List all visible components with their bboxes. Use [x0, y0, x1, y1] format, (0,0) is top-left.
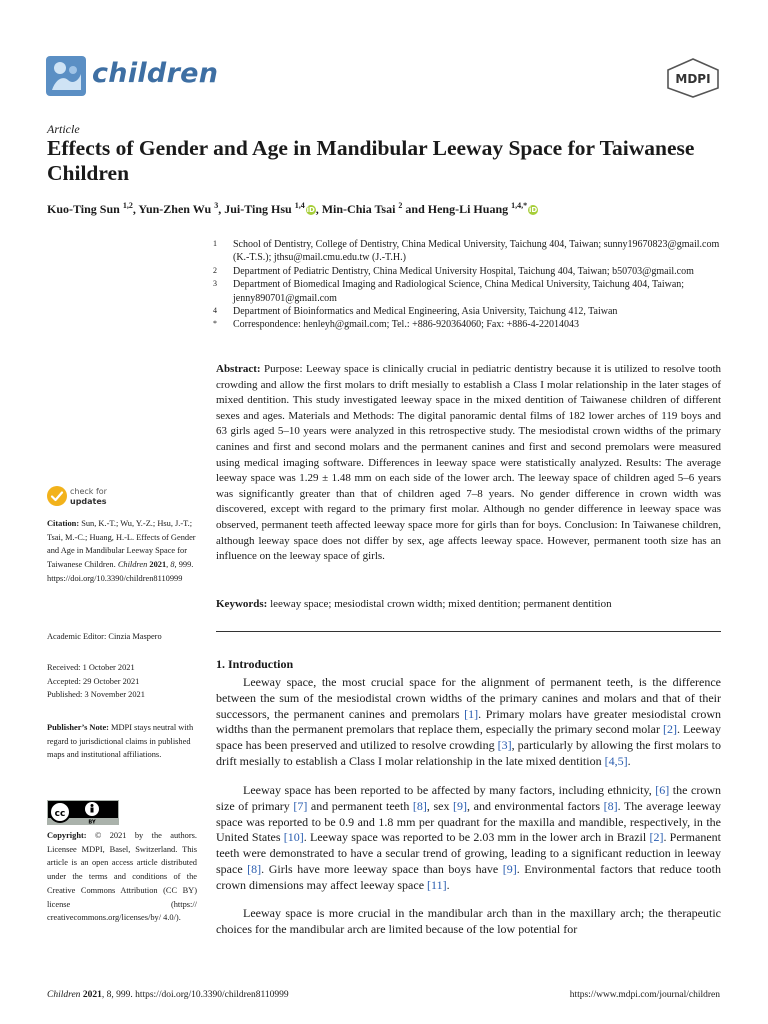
affiliation-number: 3: [213, 279, 217, 289]
check-updates-line2: updates: [70, 496, 107, 506]
affiliation-text: Department of Pediatric Dentistry, China Medical University Hospital, Taichung 404, Taiwan; b50703@gmail.com: [233, 265, 694, 277]
author-affiliation-marker: 1,4,*: [511, 201, 528, 210]
keywords-text: leeway space; mesiodistal crown width; mixed dentition; permanent dentition: [270, 598, 612, 610]
paragraph-text: Leeway space has been reported to be affected by many factors, including ethnicity,: [243, 783, 656, 797]
affiliation-item: [213, 318, 723, 331]
children-journal-logo-icon: [46, 56, 86, 96]
author-name: Heng-Li Huang: [427, 202, 509, 216]
author-name: Min-Chia Tsai: [321, 202, 396, 216]
publication-dates: [47, 661, 197, 702]
affiliation-item: [213, 265, 723, 278]
citation-text: Sun, K.-T.; Wu, Y.-Z.; Hsu, J.-T.; Tsai, M.-C.; Huang, H.-L. Effects of Gender and Age in Mandibular Leeway Space for Taiwanese Children.: [47, 519, 196, 570]
affiliation-text: Correspondence: henleyh@gmail.com; Tel.: +886-920364060; Fax: +886-4-22014043: [233, 319, 579, 331]
body-paragraph-1: [216, 675, 721, 770]
section-heading: 1. Introduction: [216, 657, 294, 671]
affiliation-item: [213, 238, 723, 265]
paragraph-text: . The average leeway space was reported to be 0.9 and 1.8 mm per quadrant for the maxilla and mandible, respectively, in the United States: [216, 798, 722, 845]
citation-journal: Children: [117, 560, 148, 570]
citation-label: Citation:: [47, 519, 80, 528]
check-updates-line1: check for: [70, 487, 107, 496]
author-name: Yun-Zhen Wu: [138, 202, 212, 216]
author-separator: ,: [132, 202, 139, 216]
mdpi-logo-icon[interactable]: [666, 58, 720, 98]
paragraph-text: . Permanent teeth were demonstrated to have a secular trend of growing, leading to a significant reduction in leeway space: [216, 830, 721, 876]
affiliation-item: [213, 305, 723, 318]
reference-link[interactable]: [10]: [283, 830, 304, 845]
paragraph-text: .: [446, 877, 450, 892]
paragraph-text: . Leeway space has been preserved and utilized to resolve crowding: [216, 722, 721, 753]
checkmark-icon: [47, 486, 67, 506]
paragraph-text: .: [627, 753, 631, 768]
publisher-note-label: Publisher’s Note:: [47, 723, 109, 732]
paragraph-text: . Leeway space was reported to be 2.03 mm in the lower arch in Brazil: [303, 830, 650, 845]
citation-pages: , 999.: [174, 560, 194, 570]
academic-editor: Academic Editor: Cinzia Maspero: [47, 632, 162, 641]
affiliation-number: 1: [213, 239, 217, 248]
citation-doi-link[interactable]: https://doi.org/10.3390/children8110999: [47, 573, 183, 583]
paragraph-text: , and environmental factors: [467, 798, 604, 813]
citation-volume: 8: [170, 560, 175, 570]
affiliation-item: [213, 278, 723, 305]
reference-link[interactable]: [1]: [464, 706, 479, 721]
reference-link[interactable]: [7]: [293, 798, 308, 813]
copyright-text: © 2021 by the authors. Licensee MDPI, Basel, Switzerland. This article is an open access article distributed under the terms and conditions of the Creative Commons Attribution (CC BY) license (https:// creativecommons.org/licenses/by/ 4.0/).: [47, 831, 198, 923]
reference-link[interactable]: [9]: [502, 861, 517, 876]
reference-link[interactable]: [9]: [453, 798, 468, 813]
paragraph-text: . Girls have more leeway space than boys have: [261, 861, 503, 876]
orcid-icon[interactable]: iD: [306, 206, 315, 214]
paragraph-text: Leeway space, the most crucial space for the alignment of permanent teeth, is the difference between the sum of the mesiodistal crown widths of the primary canines and molars and that of their successors, the permanent canines and premolars: [216, 675, 721, 721]
publisher-name: MDPI: [675, 72, 711, 86]
cc-badge-label: BY: [88, 819, 96, 825]
affiliation-number: 2: [213, 265, 217, 275]
affiliation-text: Department of Bioinformatics and Medical Engineering, Asia University, Taichung 412, Taiwan: [233, 306, 618, 318]
svg-text:cc: cc: [54, 809, 66, 819]
article-title: Effects of Gender and Age in Mandibular Leeway Space for Taiwanese Children: [47, 136, 695, 185]
paragraph-text: . Environmental factors that reduce tooth crown dimensions may affect leeway space: [216, 861, 721, 892]
footer-journal-url[interactable]: https://www.mdpi.com/journal/children: [569, 990, 720, 1000]
author-affiliation-marker: 2: [398, 201, 403, 210]
footer-year: 2021: [82, 990, 102, 1000]
reference-link[interactable]: [2]: [662, 722, 677, 737]
check-for-updates-button[interactable]: [47, 486, 167, 508]
copyright-notice: [47, 829, 197, 925]
reference-link[interactable]: [2]: [649, 830, 664, 845]
footer-journal: Children: [47, 990, 81, 1000]
abstract-text: Purpose: Leeway space is clinically crucial in pediatric dentistry because it is utilized to resolve tooth crowding and allow the first molars to drift mesially to establish a Class I molar relationship in the later stages of mixed dentition. This study investigated leeway space in the mixed dentition of Taiwanese children of different sexes and ages. Materials and Methods: The digital panoramic dental films of 182 lower arches of 119 boys and 63 girls aged 5–10 years were analyzed in this retrospective study. The mesiodistal crown widths of the primary canines and first and second molars and the permanent canines and first and second premolars were measured using medical imaging software. Differences in leeway space were statistically analyzed. Results: The average leeway space was 1.29 ± 1.48 mm on each side of the lower arch. The leeway space of children aged 5–6 years was significantly greater than that of children aged 7–8 years. No gender difference in crown width was discovered, except with regard to the primary first molar. Although no gender difference in leeway space was observed, permanent teeth affected leeway space more for girls than for boys. Conclusion: In Taiwanese children, although leeway space does not differ by sex, age affects leeway space. However, permanent tooth size has an influence on the leeway space of girls.: [216, 363, 721, 563]
author-separator: and: [402, 202, 428, 216]
copyright-label: Copyright:: [47, 831, 87, 840]
publisher-note: [47, 721, 197, 762]
author-affiliation-marker: 1,2: [122, 201, 133, 210]
cc-by-license-icon[interactable]: [47, 800, 119, 825]
body-paragraph-3: [216, 906, 721, 938]
author-separator: ,: [315, 202, 322, 216]
paragraph-text: , sex: [426, 798, 454, 813]
publisher-note-text: MDPI stays neutral with regard to jurisdictional claims in published maps and institutional affiliations.: [47, 723, 194, 760]
abstract-label: Abstract:: [216, 363, 261, 375]
reference-link[interactable]: [4,5]: [604, 753, 628, 768]
reference-link[interactable]: [8]: [603, 798, 618, 813]
paragraph-text: and permanent teeth: [307, 798, 413, 813]
received-date: Received: 1 October 2021: [47, 663, 135, 672]
paragraph-text: . Primary molars have greater mesiodistal crown widths than the permanent premolars that replace them, especially the primary second molar: [216, 706, 721, 737]
author-name: Kuo-Ting Sun: [47, 202, 120, 216]
affiliation-number: *: [213, 319, 217, 329]
journal-name: children: [92, 58, 219, 89]
reference-link[interactable]: [8]: [247, 861, 262, 876]
paragraph-text: the crown size of primary: [216, 783, 722, 813]
reference-link[interactable]: [3]: [497, 738, 512, 753]
citation-year: 2021: [149, 560, 167, 570]
published-date: Published: 3 November 2021: [47, 690, 145, 700]
footer-citation: [47, 990, 289, 1000]
affiliation-number: 4: [213, 306, 217, 316]
affiliation-text: Department of Biomedical Imaging and Radiological Science, China Medical University, Taichung 404, Taiwan; jenny890701@gmail.com: [233, 279, 685, 304]
accepted-date: Accepted: 29 October 2021: [47, 676, 140, 686]
abstract: [216, 362, 721, 565]
reference-link[interactable]: [8]: [412, 798, 427, 813]
article-type: Article: [47, 122, 80, 136]
footer-doi[interactable]: , 8, 999. https://doi.org/10.3390/children8110999: [101, 990, 289, 1000]
author-affiliation-marker: 3: [214, 201, 219, 210]
affiliations: [213, 238, 723, 332]
affiliation-text: School of Dentistry, College of Dentistry, China Medical University, Taichung 404, Taiwan; sunny19670823@gmail.com (K.-T.S.); jthsu@mail.cmu.edu.tw (J.-T.H.): [233, 239, 720, 264]
author-affiliation-marker: 1,4: [294, 201, 305, 210]
reference-link[interactable]: [11]: [427, 877, 447, 892]
body-paragraph-2: [216, 783, 721, 894]
paragraph-text: , particularly by allowing the first molars to drift mesially to establish a Class I molar relationship in the late mixed dentition: [216, 738, 721, 768]
section-divider: [216, 631, 721, 632]
citation-block: Citation: Sun, K.-T.; Wu, Y.-Z.; Hsu, J.-T.; Tsai, M.-C.; Huang, H.-L. Effects of Gender and Age in Mandibular Leeway Space for Taiwanese Children. Children 2021, 8, 999. https://doi.org/10.3390/children8110999: [47, 519, 196, 583]
orcid-icon[interactable]: iD: [529, 206, 538, 214]
author-separator: ,: [218, 202, 225, 216]
paragraph-text: Leeway space is more crucial in the mandibular arch than in the maxillary arch; the therapeutic choices for the mandibular arch are limited because of the low potential for: [216, 906, 721, 936]
author-list: [47, 201, 747, 217]
keywords-label: Keywords:: [216, 598, 268, 610]
keywords: [216, 597, 721, 612]
author-name: Jui-Ting Hsu: [224, 202, 292, 216]
reference-link[interactable]: [6]: [655, 783, 670, 797]
